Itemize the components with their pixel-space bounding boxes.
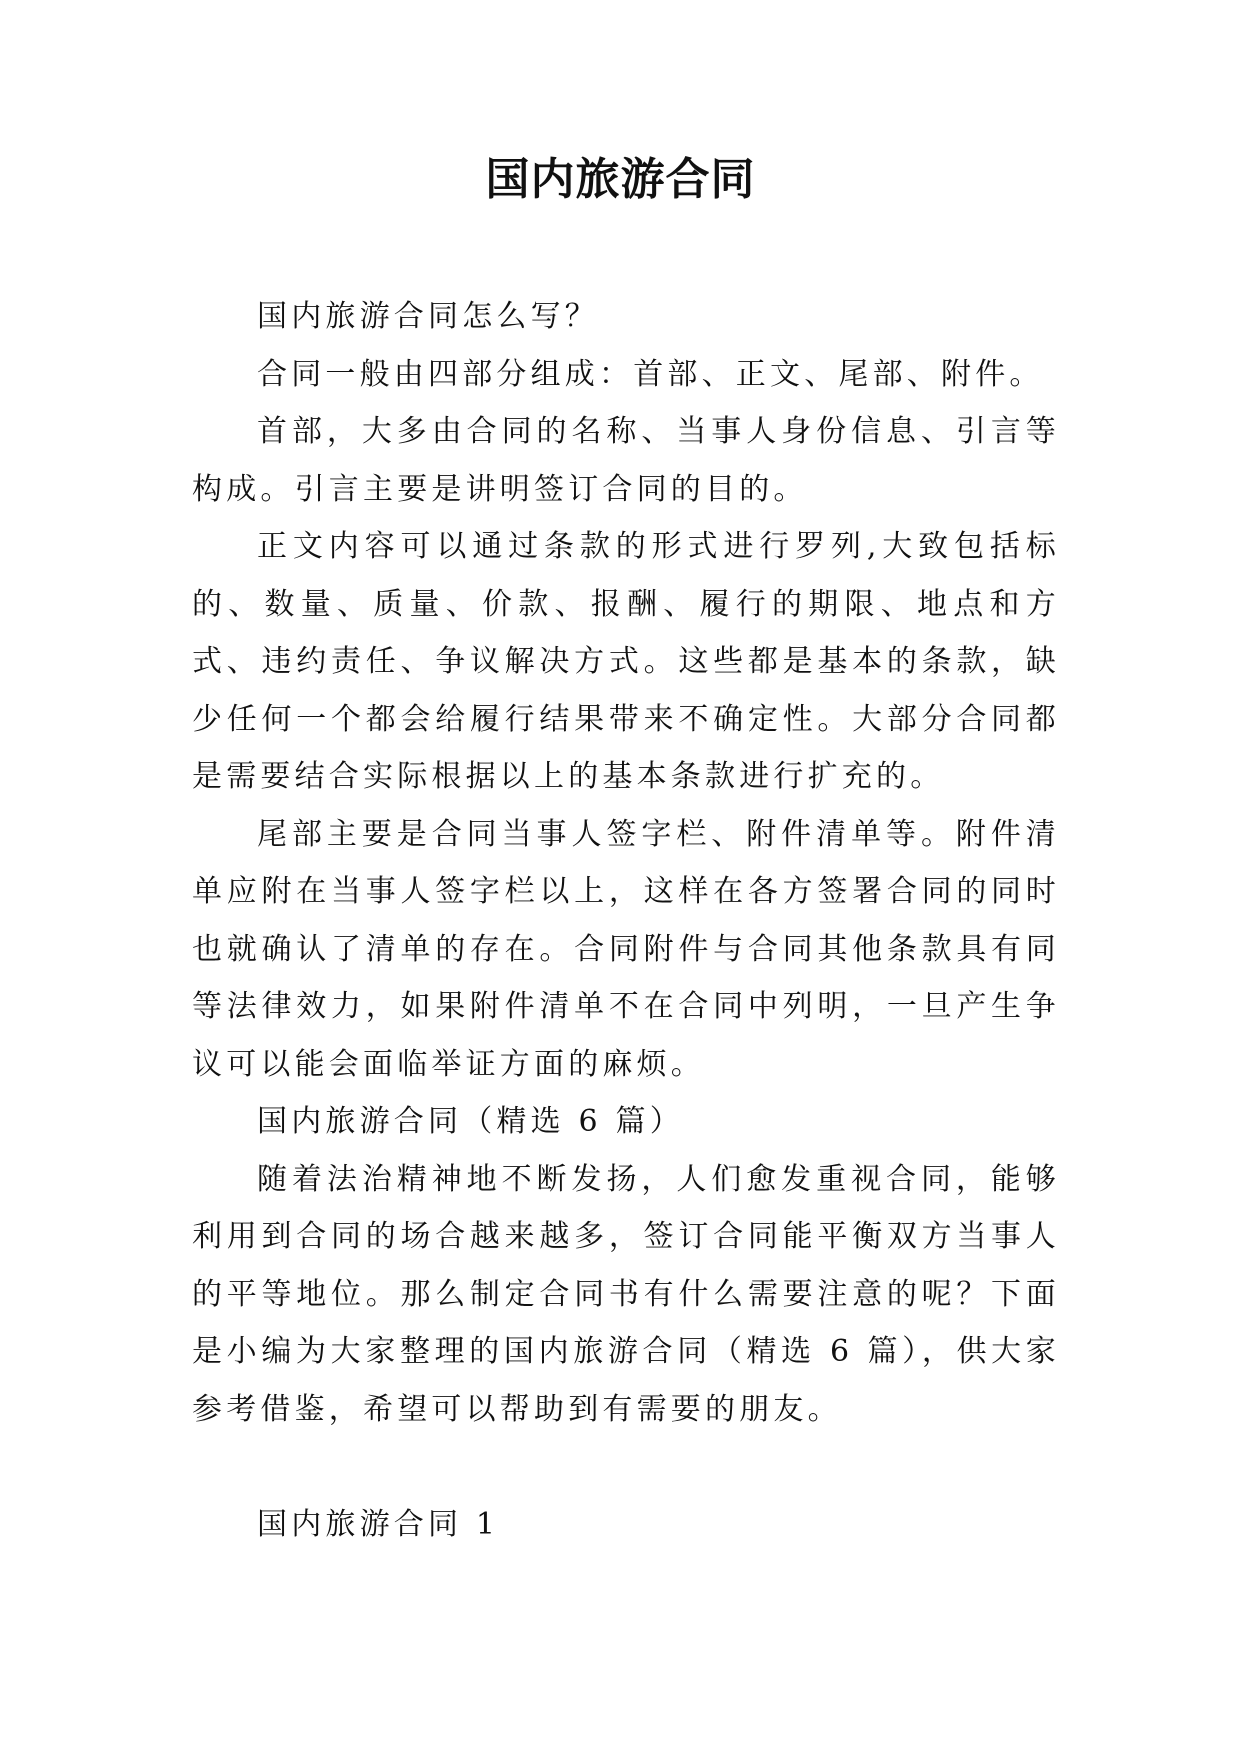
paragraph-tail-part: 尾部主要是合同当事人签字栏、附件清单等。附件清单应附在当事人签字栏以上，这样在各方签署合同的同时也就确认了清单的存在。合同附件与合同其他条款具有同等法律效力，如果附件清单不在合同中列明，一旦产生争议可以能会面临举证方面的麻烦。 (192, 816, 1060, 1082)
document-title: 国内旅游合同 (485, 154, 756, 205)
section-heading: 国内旅游合同 1 (257, 1506, 500, 1542)
paragraph-question: 国内旅游合同怎么写？ (257, 299, 599, 334)
paragraph-structure: 合同一般由四部分组成：首部、正文、尾部、附件。 (257, 356, 1044, 392)
paragraph-spacer (192, 1438, 1060, 1496)
document-body (192, 288, 1060, 1553)
paragraph-selection-title: 国内旅游合同（精选 6 篇） (257, 1104, 684, 1139)
paragraph-main-part: 正文内容可以通过条款的形式进行罗列,大致包括标的、数量、质量、价款、报酬、履行的期限、地点和方式、违约责任、争议解决方式。这些都是基本的条款，缺少任何一个都会给履行结果带来不确定性。大部分合同都是需要结合实际根据以上的基本条款进行扩充的。 (192, 529, 1060, 794)
paragraph-header-part: 首部，大多由合同的名称、当事人身份信息、引言等构成。引言主要是讲明签订合同的目的。 (192, 414, 1060, 507)
paragraph-introduction: 随着法治精神地不断发扬，人们愈发重视合同，能够利用到合同的场合越来越多，签订合同能平衡双方当事人的平等地位。那么制定合同书有什么需要注意的呢？下面是小编为大家整理的国内旅游合同（精选 6 篇），供大家参考借鉴，希望可以帮助到有需要的朋友。 (192, 1161, 1060, 1427)
